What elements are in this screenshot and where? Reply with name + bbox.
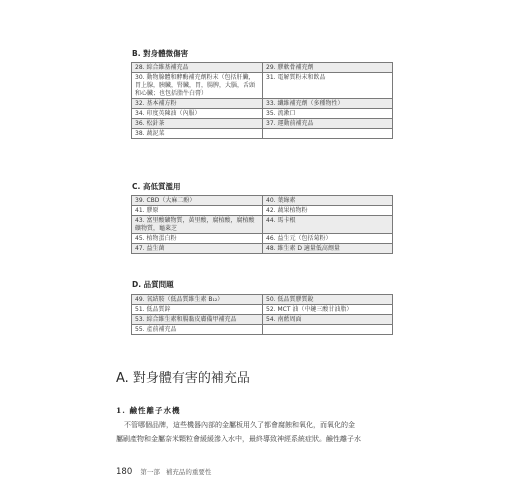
table-cell: 45. 植物蛋白粉 [132, 234, 263, 244]
table-cell [263, 325, 393, 335]
table-row [132, 109, 393, 119]
table-cell: 29. 膠軟骨補充劑 [263, 63, 393, 73]
page-footer [116, 467, 211, 477]
table-cell: 44. 馬卡根 [263, 216, 393, 234]
table-cell: 46. 益生元（包括菊粉） [263, 234, 393, 244]
table-cell: 43. 富里酸礦物質，黃里酸，腐植酸，腐植酸礦物質，龜萊芝 [132, 216, 263, 234]
table-cell: 36. 松針茶 [132, 119, 263, 129]
table-cell: 55. 產前補充品 [132, 325, 263, 335]
table-cell: 33. 纖維補充劑（多種物性） [263, 99, 393, 109]
table-cell: 41. 膠原 [132, 206, 263, 216]
footer-chapter: 補充品的重要性 [165, 468, 212, 476]
table-row [132, 63, 393, 73]
table-row [132, 206, 393, 216]
table-cell: 28. 綜合維基補充品 [132, 63, 263, 73]
section-c-table [131, 195, 393, 254]
footer-part: 第一部 [140, 468, 160, 476]
section-b-heading: B. 對身體微傷害 [132, 49, 189, 58]
section-b-table [131, 62, 393, 139]
table-row [132, 234, 393, 244]
table-row [132, 99, 393, 109]
body-paragraph-line: 不管哪個品牌，這些機器內部的金屬板用久了都會腐蝕和氧化，而氧化的金 [124, 421, 355, 429]
table-cell: 31. 電解質粉末和飲品 [263, 73, 393, 99]
table-row [132, 244, 393, 254]
section-c-heading: C. 高低質濫用 [132, 182, 181, 191]
table-cell: 35. 流漱口 [263, 109, 393, 119]
table-cell: 53. 綜合維生素和腸黏皮膚備甲補充品 [132, 315, 263, 325]
table-row [132, 315, 393, 325]
table-cell: 48. 維生素 D 適量低高劑量 [263, 244, 393, 254]
table-row [132, 196, 393, 206]
section-d-heading: D. 品質問題 [132, 280, 174, 289]
table-row [132, 295, 393, 305]
table-row [132, 73, 393, 99]
table-cell [263, 129, 393, 139]
table-row [132, 305, 393, 315]
table-row [132, 119, 393, 129]
table-cell: 42. 蔬果植物粉 [263, 206, 393, 216]
table-cell: 51. 低品質鋅 [132, 305, 263, 315]
table-cell: 32. 基本補方粉 [132, 99, 263, 109]
table-row [132, 129, 393, 139]
table-row [132, 325, 393, 335]
table-cell: 40. 葉綠素 [263, 196, 393, 206]
table-cell: 49. 氧結胺（低品質維生素 B₁₂） [132, 295, 263, 305]
table-cell: 47. 益生菌 [132, 244, 263, 254]
table-cell: 30. 動物腺體和酵酶補充劑粉末（包括肝臟，胃上腺，胰臟，腎臟，胃，腸脾，大腦，舌頭和心臟；也包括脂牛白膏） [132, 73, 263, 99]
section-d-table [131, 294, 393, 335]
body-paragraph-line: 屬刷產物和金屬奈米顆粒會緩緩滲入水中，最終導致神經系統症狀。鹼性離子水 [116, 435, 361, 443]
table-cell: 50. 低品質膠質銳 [263, 295, 393, 305]
table-cell: 38. 蔬泥菜 [132, 129, 263, 139]
page-number: 180 [116, 467, 133, 477]
table-cell: 34. 印度英陳油（內服） [132, 109, 263, 119]
subsection-title: 1. 鹼性離子水機 [116, 406, 181, 415]
table-cell: 52. MCT 油（中鏈三酸甘油脂） [263, 305, 393, 315]
table-cell: 54. 南藍周面 [263, 315, 393, 325]
main-title: A. 對身體有害的補充品 [116, 371, 250, 386]
table-row [132, 216, 393, 234]
table-cell: 37. 運動前補充品 [263, 119, 393, 129]
table-cell: 39. CBD（大麻二酚） [132, 196, 263, 206]
